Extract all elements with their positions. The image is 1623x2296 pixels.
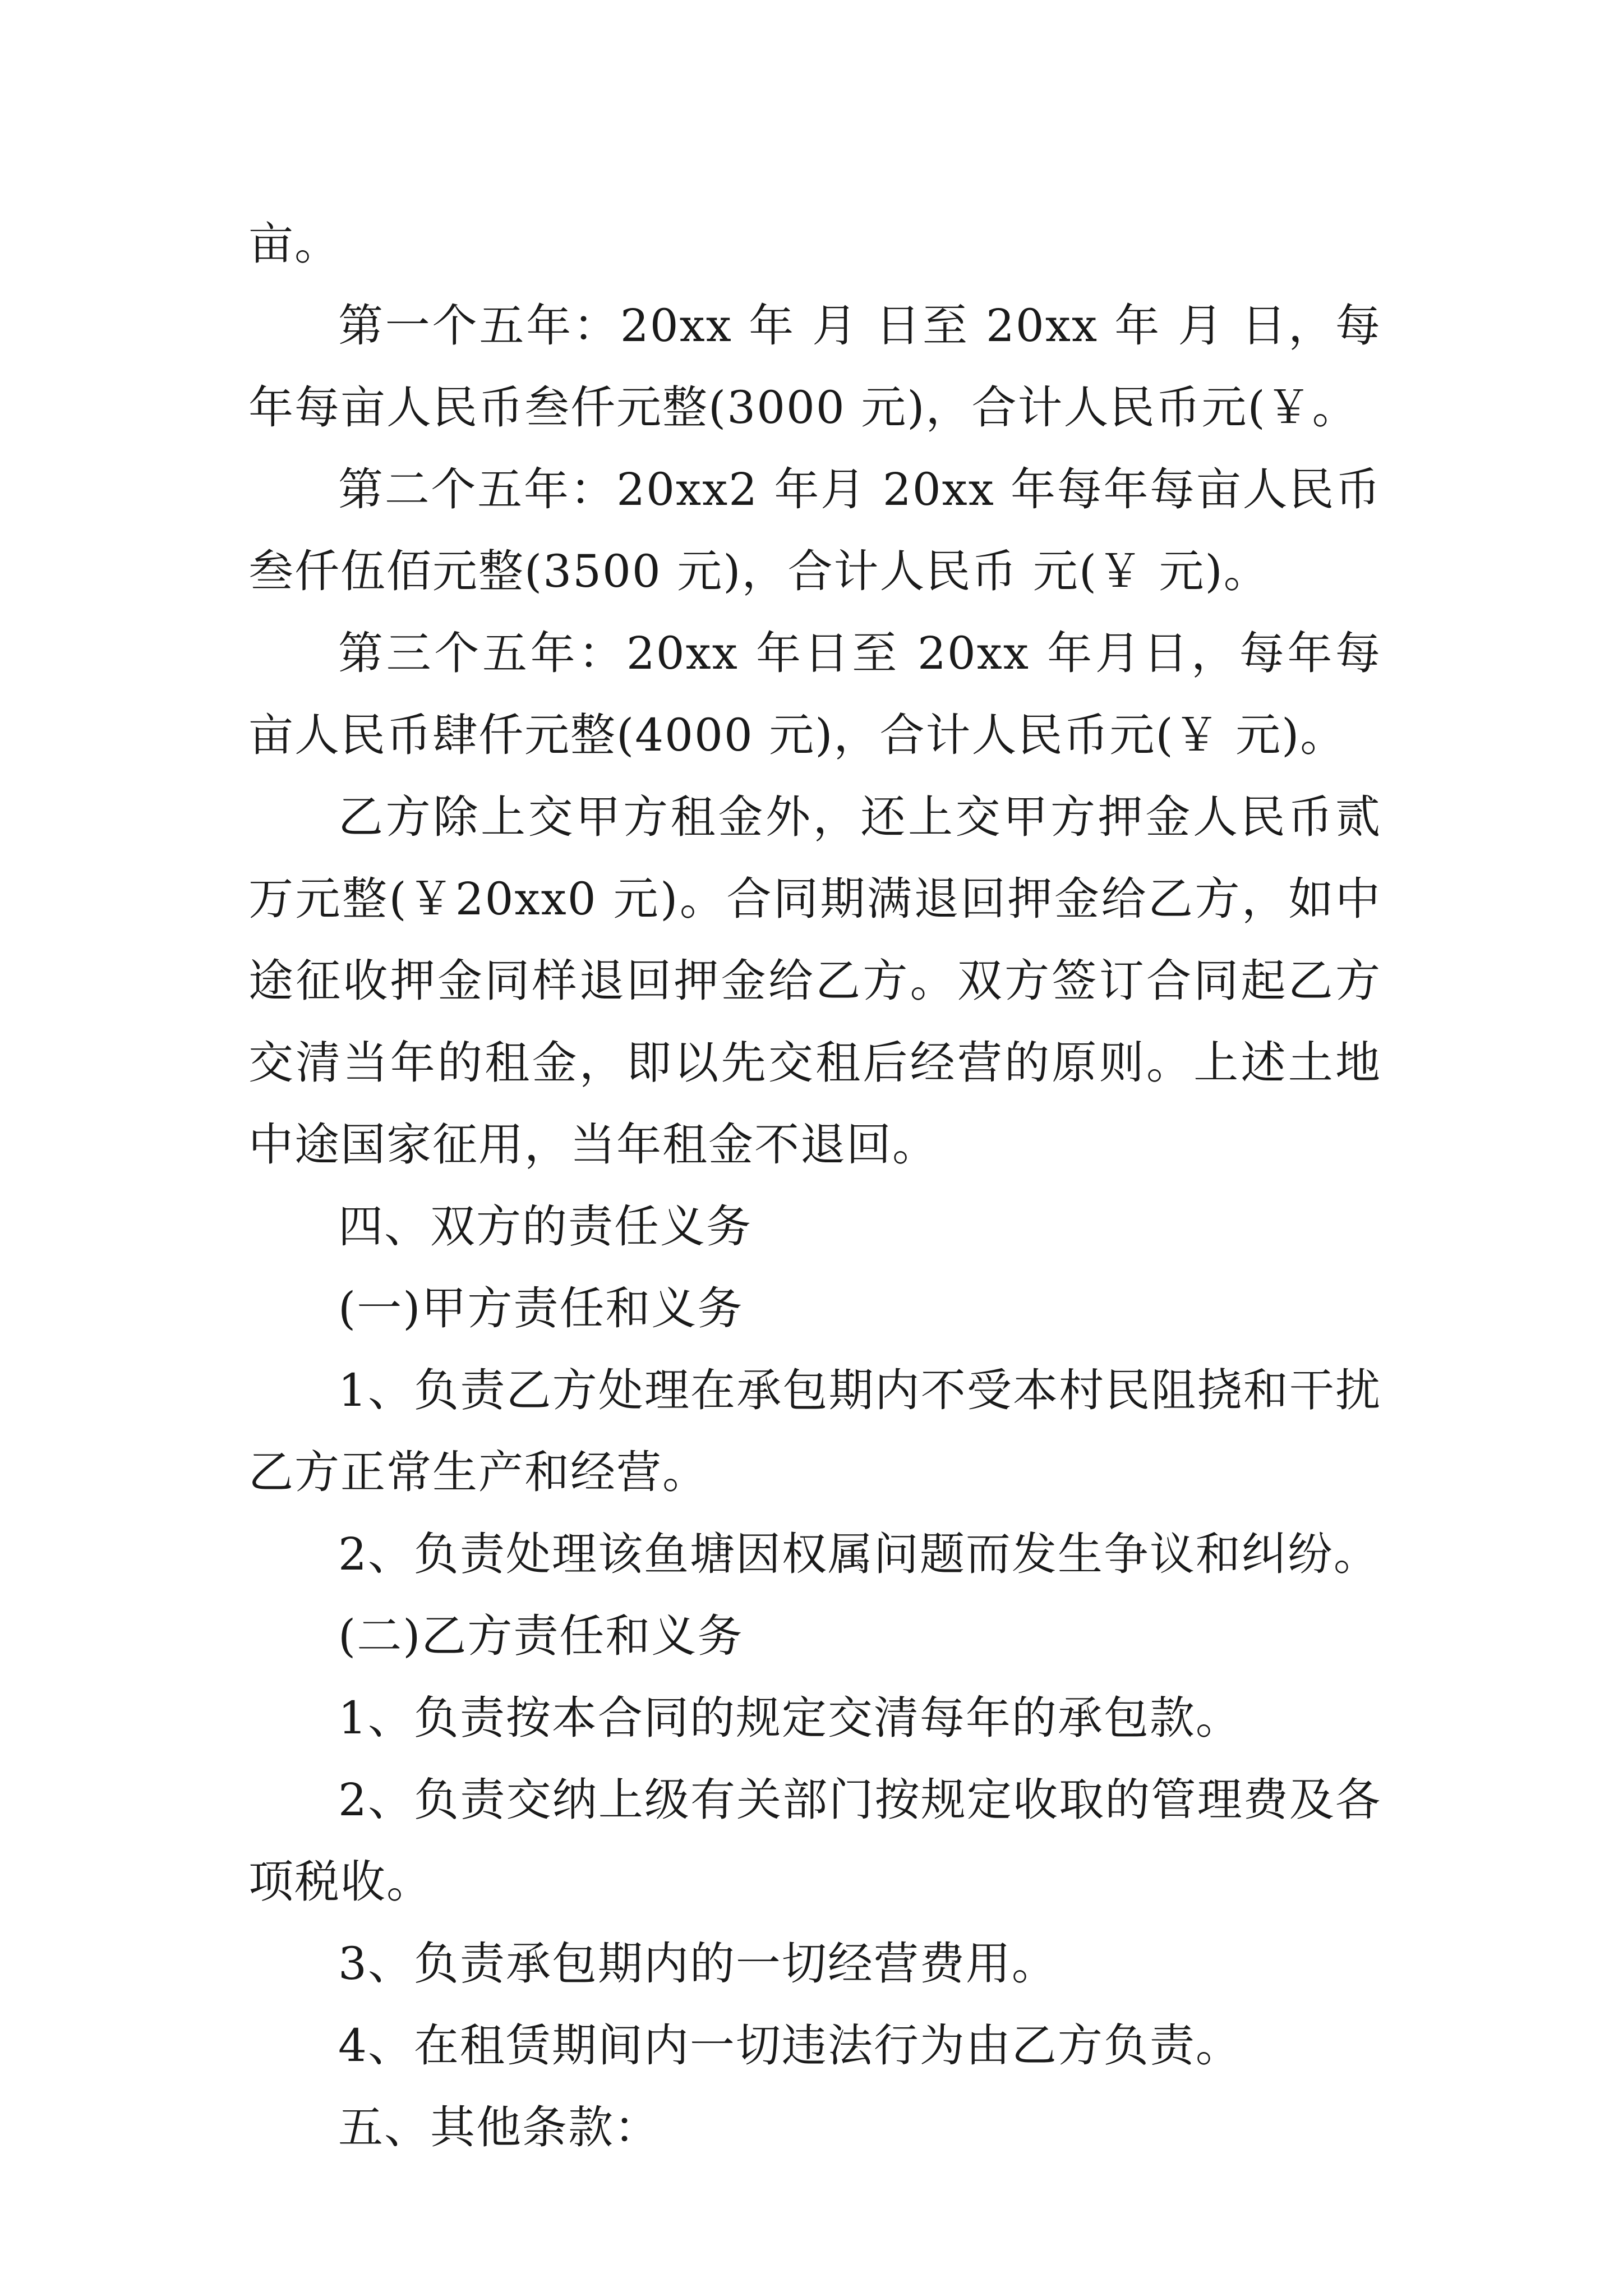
paragraph: 第三个五年：20xx 年日至 20xx 年月日，每年每亩人民币肆仟元整(4000 元)，合计人民币元(￥ 元)。 <box>248 627 1381 761</box>
list-item: 2、负责交纳上级有关部门按规定收取的管理费及各项税收。 <box>248 1774 1381 1908</box>
section-heading: 五、其他条款： <box>338 2101 660 2154</box>
list-item: 1、负责乙方处理在承包期内不受本村民阻挠和干扰乙方正常生产和经营。 <box>248 1364 1381 1498</box>
list-item: 1、负责按本合同的规定交清每年的承包款。 <box>338 1692 1242 1744</box>
paragraph: 乙方除上交甲方租金外，还上交甲方押金人民币贰万元整(￥20xx0 元)。合同期满退回押金给乙方，如中途征收押金同样退回押金给乙方。双方签订合同起乙方交清当年的租金，即以先交租后经营的原则。上述土地中途国家征用，当年租金不退回。 <box>248 791 1381 1171</box>
paragraph: 亩。 <box>248 218 340 270</box>
list-item: 4、在租赁期间内一切违法行为由乙方负责。 <box>338 2019 1242 2072</box>
subsection-heading: (一)甲方责任和义务 <box>338 1282 744 1335</box>
paragraph: 第一个五年：20xx 年 月 日至 20xx 年 月 日，每年每亩人民币叁仟元整(3000 元)，合计人民币元(￥。 <box>248 300 1381 434</box>
list-item: 3、负责承包期内的一切经营费用。 <box>338 1938 1058 1990</box>
list-item: 2、负责处理该鱼塘因权属问题而发生争议和纠纷。 <box>338 1528 1380 1580</box>
subsection-heading: (二)乙方责任和义务 <box>338 1610 744 1662</box>
paragraph: 第二个五年：20xx2 年月 20xx 年每年每亩人民币叁仟伍佰元整(3500 元)，合计人民币 元(￥ 元)。 <box>248 463 1381 597</box>
section-heading: 四、双方的责任义务 <box>338 1200 752 1253</box>
document-body <box>248 203 1381 2169</box>
